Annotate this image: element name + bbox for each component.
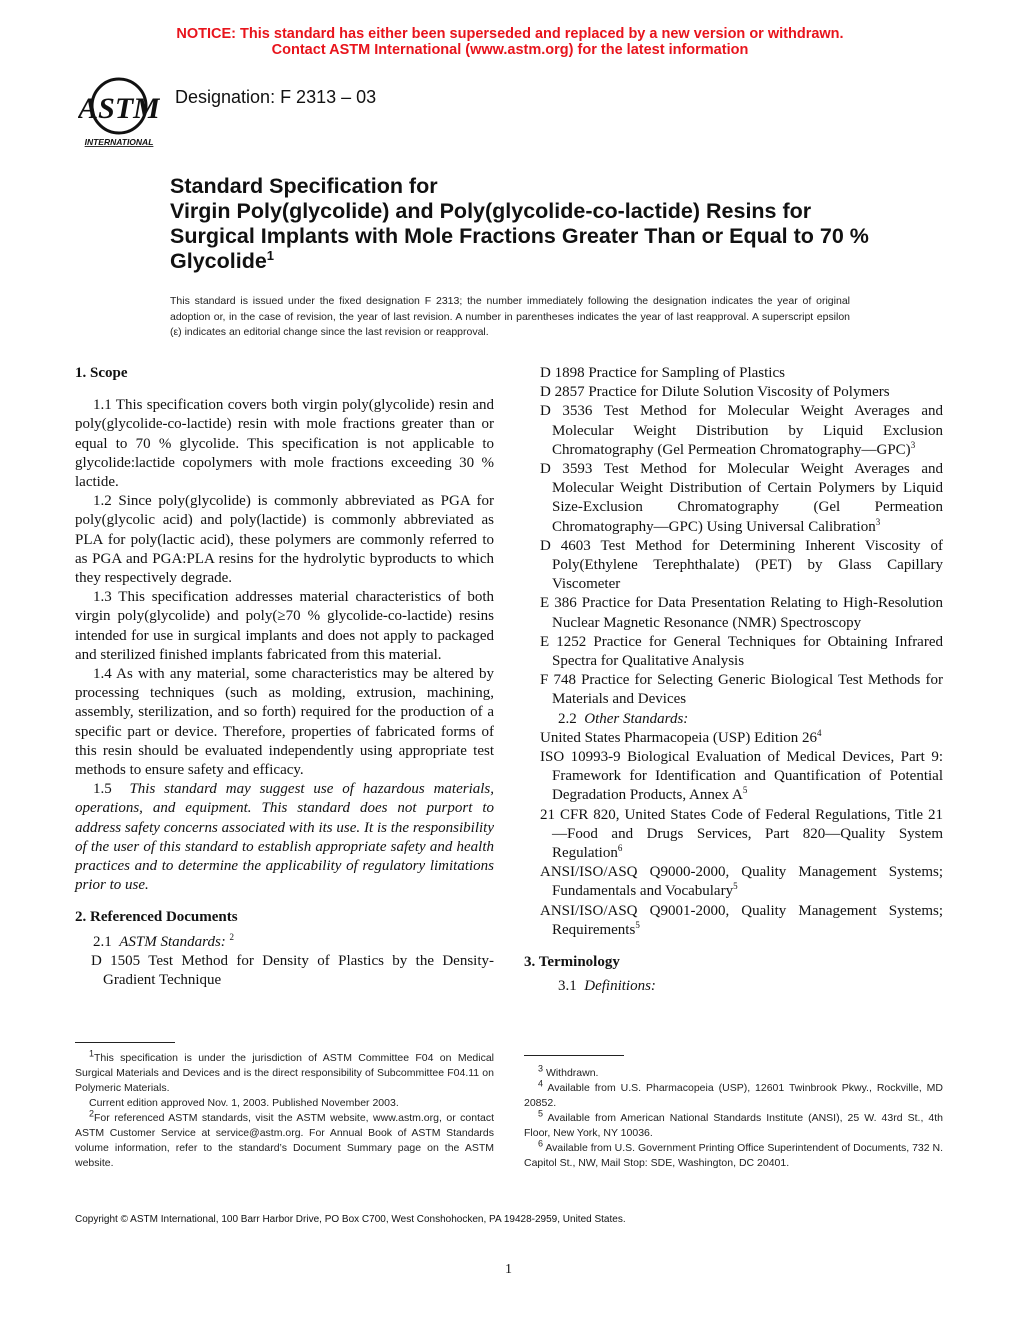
footnote-number: 1	[89, 1048, 95, 1059]
reference-text: E 386 Practice for Data Presentation Relating to High-Resolution Nuclear Magnetic Resonance (NMR) Spectroscopy	[540, 595, 943, 631]
reference-item	[540, 748, 943, 806]
reference-item	[540, 671, 943, 709]
footnote-5	[524, 1108, 943, 1141]
reference-item	[91, 952, 494, 990]
footnote-divider	[524, 1055, 624, 1056]
reference-text: D 2857 Practice for Dilute Solution Viscosity of Polymers	[540, 384, 890, 401]
reference-item	[540, 402, 943, 460]
astm-logo	[78, 76, 160, 148]
page-number: 1	[505, 1262, 512, 1277]
subsection-label: Definitions:	[584, 978, 656, 995]
svg-text:ASTM: ASTM	[78, 92, 160, 125]
left-column	[75, 364, 494, 990]
footnote-ref: 5	[635, 919, 640, 930]
footnote-number: 4	[538, 1078, 544, 1089]
notice-line-1: NOTICE: This standard has either been superseded and replaced by a new version or withdrawn.	[176, 26, 844, 42]
title-line-1: Standard Specification for	[170, 174, 438, 198]
reference-item	[540, 594, 943, 632]
footnote-4	[524, 1078, 943, 1111]
reference-text: ANSI/ISO/ASQ Q9001-2000, Quality Management Systems; Requirements	[540, 902, 943, 938]
reference-item	[540, 537, 943, 595]
subsection-label: ASTM Standards:	[119, 933, 226, 950]
reference-text: ANSI/ISO/ASQ Q9000-2000, Quality Management Systems; Fundamentals and Vocabulary	[540, 864, 943, 900]
footnote-ref: 2	[229, 931, 235, 942]
reference-item	[540, 460, 943, 537]
right-column	[524, 364, 943, 997]
reference-item	[540, 806, 943, 864]
svg-text:INTERNATIONAL: INTERNATIONAL	[84, 137, 154, 147]
notice-line-2: Contact ASTM International (www.astm.org) for the latest information	[271, 42, 749, 58]
subsection-other-standards	[540, 710, 943, 729]
title-footnote-ref: 1	[266, 247, 275, 263]
footnote-2	[75, 1108, 494, 1171]
reference-item	[540, 364, 943, 383]
footnote-6	[524, 1138, 944, 1171]
para-text: This standard may suggest use of hazardous materials, operations, and equipment. This standard does not purport to address safety concerns associated with its use. It is the responsibility of the user of this standard to establish appropriate safety and health practices and to determine the applicability of regulatory limitations prior to use.	[75, 781, 494, 894]
footnote-ref: 5	[733, 881, 738, 892]
footnote-text: Available from U.S. Pharmacopeia (USP), 12601 Twinbrook Pkwy., Rockville, MD 20852.	[524, 1082, 943, 1109]
supersede-notice	[0, 26, 1020, 58]
footnote-text: Available from American National Standards Institute (ANSI), 25 W. 43rd St., 4th Floor, New York, NY 10036.	[524, 1112, 943, 1139]
reference-item	[540, 633, 943, 671]
section-heading-referenced-documents: 2. Referenced Documents	[75, 909, 238, 926]
para-number: 2.2	[558, 710, 577, 727]
subsection-label: Other Standards:	[584, 710, 689, 727]
reference-text: D 3536 Test Method for Molecular Weight Averages and Molecular Weight Distribution by Liquid Exclusion Chromatography (Gel Permeation Chromatography—GPC)	[540, 403, 943, 458]
para-number: 1.5	[93, 781, 112, 798]
footnote-ref: 5	[742, 785, 748, 796]
footnote-divider	[75, 1042, 175, 1043]
subsection-astm-standards	[75, 933, 494, 952]
reference-item	[540, 863, 943, 901]
footnote-1	[75, 1048, 494, 1096]
reference-text: United States Pharmacopeia (USP) Edition 26	[540, 729, 818, 746]
designation: Designation: F 2313 – 03	[175, 87, 377, 107]
footnote-text: Withdrawn.	[545, 1067, 599, 1079]
footnote-ref: 4	[817, 727, 822, 738]
footnote-ref: 3	[910, 439, 916, 450]
footnote-ref: 3	[875, 516, 881, 527]
footnote-text: For referenced ASTM standards, visit the ASTM website, www.astm.org, or contact ASTM Customer Service at service@astm.org. For Annual Book of ASTM Standards volume information, refer to the standard’s Document Summary page on the ASTM website.	[75, 1112, 494, 1169]
footnote-ref: 6	[617, 843, 623, 854]
reference-text: E 1252 Practice for General Techniques for Obtaining Infrared Spectra for Qualitative Analysis	[540, 633, 943, 670]
reference-text: D 3593 Test Method for Molecular Weight Averages and Molecular Weight Distribution of Certain Polymers by Liquid Size-Exclusion Chromatography (Gel Permeation Chromatography—GPC) Using Universal Calibration	[540, 461, 943, 535]
paragraph-1-3: 1.3 This specification addresses material characteristics of both virgin poly(glycolide) and poly(≥70 % glycolide-co-lactide) resins intended for use in surgical implants and does not apply to packaged and sterilized finished implants fabricated from this material.	[75, 589, 494, 663]
paragraph-1-5	[75, 780, 494, 895]
reference-text: ISO 10993-9 Biological Evaluation of Medical Devices, Part 9: Framework for Identification and Quantification of Potential Degradation Products, Annex A	[540, 749, 943, 804]
paragraph-1-4: 1.4 As with any material, some characteristics may be altered by processing techniques (such as molding, extrusion, machining, assembly, sterilization, and so forth) required for the production of a specific part or device. Therefore, properties of fabricated forms of this resin should be evaluated independently using appropriate test methods to ensure safety and efficacy.	[75, 666, 494, 779]
section-heading-terminology: 3. Terminology	[524, 954, 620, 971]
footnote-number: 6	[538, 1138, 544, 1149]
footnote-text: Available from U.S. Government Printing Office Superintendent of Documents, 732 N. Capitol St., NW, Mail Stop: SDE, Washington, DC 20401.	[524, 1142, 944, 1169]
para-number: 3.1	[558, 978, 577, 995]
reference-item	[540, 902, 943, 940]
reference-text: D 1898 Practice for Sampling of Plastics	[540, 365, 785, 381]
reference-text: D 4603 Test Method for Determining Inherent Viscosity of Poly(Ethylene Terephthalate) (PET) by Glass Capillary Viscometer	[540, 537, 943, 593]
paragraph-1-2: 1.2 Since poly(glycolide) is commonly abbreviated as PGA for poly(glycolic acid) and poly(lactide) is commonly abbreviated as PLA for poly(lactic acid), these polymers are commonly referred to as PGA and PGA:PLA resins for the hydrolytic byproducts to which they respectively degrade.	[75, 493, 494, 587]
footnote-3	[524, 1063, 943, 1081]
reference-text: D 1505 Test Method for Density of Plastics by the Density-Gradient Technique	[91, 952, 494, 989]
subsection-definitions	[540, 977, 943, 996]
section-heading-scope: 1. Scope	[75, 365, 128, 381]
intro-paragraph: This standard is issued under the fixed designation F 2313; the number immediately following the designation indicates the year of original adoption or, in the case of revision, the year of last revision. A number in parentheses indicates the year of last reapproval. A superscript epsilon (ε) indicates an editorial change since the last revision or reapproval.	[170, 295, 850, 338]
reference-text: F 748 Practice for Selecting Generic Biological Test Methods for Materials and Devices	[540, 672, 943, 708]
footnote-number: 2	[89, 1108, 95, 1119]
footnotes-left	[75, 1048, 494, 1171]
reference-text: 21 CFR 820, United States Code of Federal Regulations, Title 21—Food and Drugs Services, Part 820—Quality System Regulation	[540, 806, 943, 862]
document-title	[170, 174, 870, 274]
footnotes-right	[524, 1063, 944, 1171]
reference-item	[540, 729, 943, 748]
copyright: Copyright © ASTM International, 100 Barr Harbor Drive, PO Box C700, West Conshohocken, PA 19428-2959, United States.	[75, 1214, 626, 1225]
footnote-number: 3	[538, 1063, 544, 1074]
para-number: 2.1	[93, 933, 112, 950]
footnote-1-edition: Current edition approved Nov. 1, 2003. Published November 2003.	[89, 1097, 399, 1109]
footnote-number: 5	[538, 1108, 544, 1119]
paragraph-1-1: 1.1 This specification covers both virgin poly(glycolide) resin and poly(glycolide-co-lactide) resin with mole fractions greater than or equal to 70 % glycolide. This specification is not applicable to glycolide:lactide copolymers with mole fractions exceeding 30 % lactide.	[75, 397, 494, 491]
footnote-text: This specification is under the jurisdiction of ASTM Committee F04 on Medical Surgical Materials and Devices and is the direct responsibility of Subcommittee F04.11 on Polymeric Materials.	[75, 1052, 494, 1094]
title-main: Virgin Poly(glycolide) and Poly(glycolide-co-lactide) Resins for Surgical Implants with Mole Fractions Greater Than or Equal to 70 % Glycolide	[170, 199, 869, 273]
reference-item	[540, 383, 943, 402]
